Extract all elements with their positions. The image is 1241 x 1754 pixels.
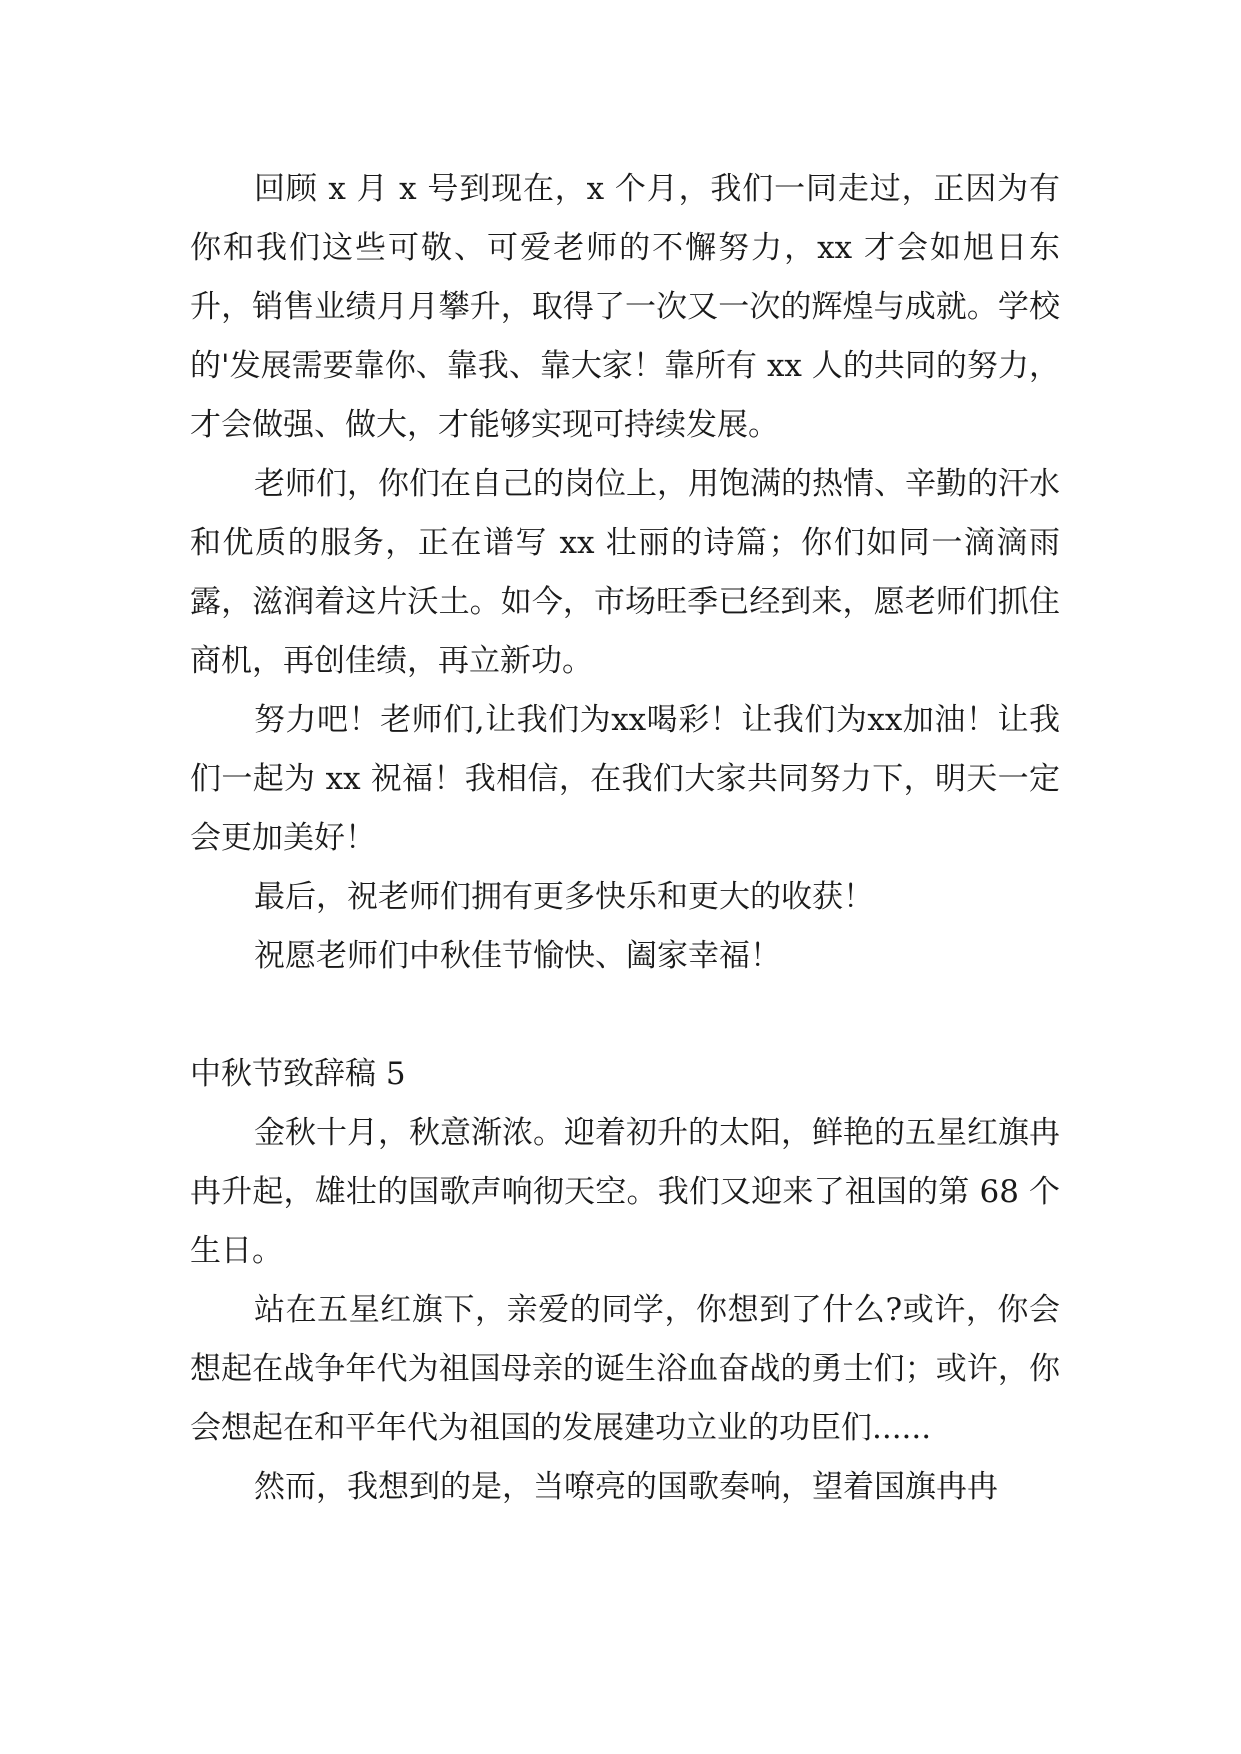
paragraph: 努力吧！老师们,让我们为xx喝彩！让我们为xx加油！让我们一起为 xx 祝福！我相信，在我们大家共同努力下，明天一定会更加美好！ [190,702,1060,856]
paragraph: 回顾 x 月 x 号到现在，x 个月，我们一同走过，正因为有你和我们这些可敬、可爱老师的不懈努力，xx 才会如旭日东升，销售业绩月月攀升，取得了一次又一次的辉煌与成就。学校的'发展需要靠你、靠我、靠大家！靠所有 xx 人的共同的努力，才会做强、做大，才能够实现可持续发展。 [190,171,1060,443]
paragraph: 金秋十月，秋意渐浓。迎着初升的太阳，鲜艳的五星红旗冉冉升起，雄壮的国歌声响彻天空。我们又迎来了祖国的第 68 个生日。 [190,1115,1060,1269]
paragraph: 最后，祝老师们拥有更多快乐和更大的收获！ [254,879,874,915]
section-title: 中秋节致辞稿 5 [190,1056,406,1092]
paragraph: 祝愿老师们中秋佳节愉快、阖家幸福！ [254,938,781,974]
paragraph: 然而，我想到的是，当嘹亮的国歌奏响，望着国旗冉冉 [254,1469,998,1505]
paragraph: 老师们，你们在自己的岗位上，用饱满的热情、辛勤的汗水和优质的服务，正在谱写 xx 壮丽的诗篇；你们如同一滴滴雨露，滋润着这片沃土。如今，市场旺季已经到来，愿老师们抓住商机，再创佳绩，再立新功。 [190,466,1060,679]
document-body [190,160,1060,1517]
paragraph: 站在五星红旗下，亲爱的同学，你想到了什么?或许，你会想起在战争年代为祖国母亲的诞生浴血奋战的勇士们；或许，你会想起在和平年代为祖国的发展建功立业的功臣们...... [190,1292,1060,1446]
